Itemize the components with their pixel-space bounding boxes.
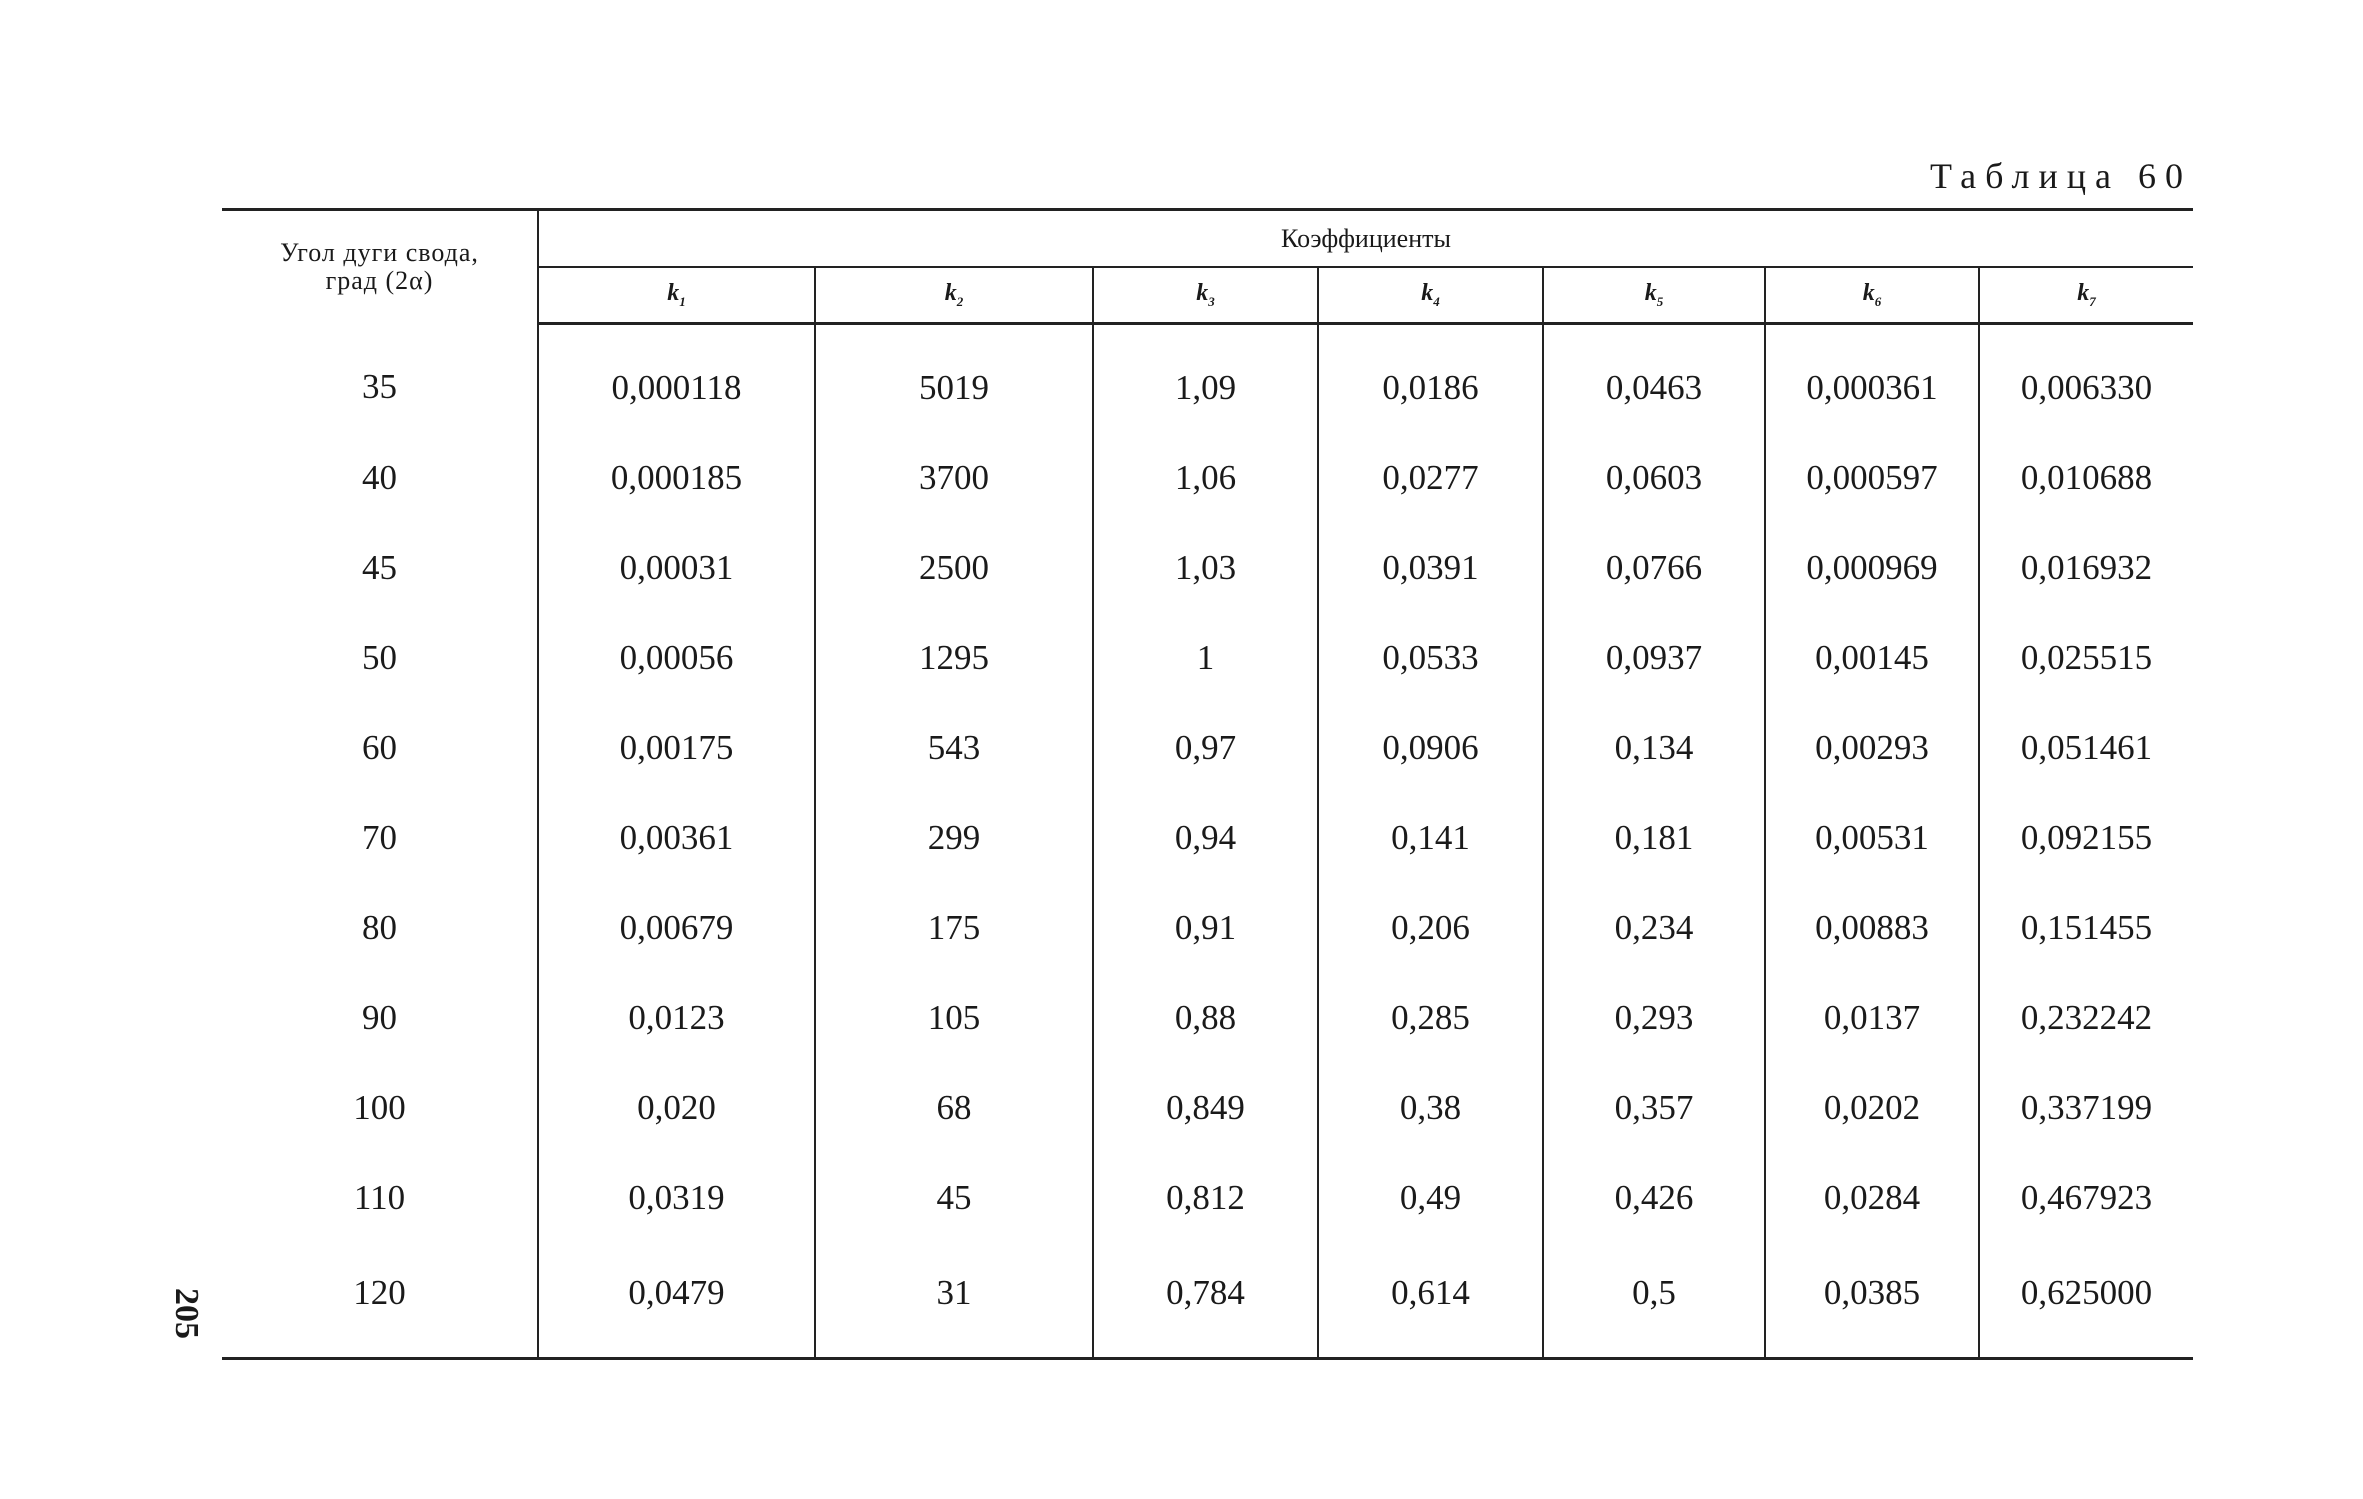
- cell-k3: 0,784: [1093, 1243, 1318, 1359]
- angle-column-header: [222, 210, 538, 324]
- k6-column-header: $k_6$: [1765, 267, 1979, 324]
- cell-k7: 0,006330: [2020, 368, 2153, 407]
- cell-k6: 0,0385: [1765, 1243, 1979, 1359]
- cell-k7: 0,467923: [2020, 1178, 2153, 1217]
- cell-k3: 1,09: [1093, 324, 1318, 434]
- cell-angle: 70: [222, 793, 538, 883]
- cell-k7: 0,016932: [2020, 548, 2153, 587]
- table-title: Таблица 60: [1930, 156, 2192, 196]
- cell-k5: 0,0766: [1543, 523, 1765, 613]
- cell-angle: 50: [222, 613, 538, 703]
- table-row: [222, 523, 2193, 613]
- cell-angle: 110: [222, 1153, 538, 1243]
- cell-k6: 0,000969: [1765, 523, 1979, 613]
- cell-k1: 0,00031: [538, 523, 815, 613]
- coefficients-table: [222, 208, 2193, 1360]
- cell-angle: 120: [222, 1243, 538, 1359]
- cell-k7: 0,010688: [2020, 458, 2153, 497]
- cell-k4: 0,614: [1318, 1243, 1543, 1359]
- cell-k7: 0,337199: [2020, 1088, 2153, 1127]
- cell-angle: 35: [222, 324, 538, 434]
- k5-column-header: $k_5$: [1543, 267, 1765, 324]
- cell-angle: 100: [222, 1063, 538, 1153]
- cell-k6: 0,000597: [1765, 433, 1979, 523]
- cell-k4: 0,0277: [1318, 433, 1543, 523]
- cell-k3: 1,03: [1093, 523, 1318, 613]
- table-row: [222, 613, 2193, 703]
- cell-k5: 0,234: [1543, 883, 1765, 973]
- cell-k1: 0,0123: [538, 973, 815, 1063]
- cell-k6: 0,0284: [1765, 1153, 1979, 1243]
- cell-k4: 0,285: [1318, 973, 1543, 1063]
- cell-k3: 1,06: [1093, 433, 1318, 523]
- cell-k4: 0,0186: [1318, 324, 1543, 434]
- cell-k5: 0,134: [1543, 703, 1765, 793]
- cell-k3: 0,88: [1093, 973, 1318, 1063]
- cell-k1: 0,0319: [538, 1153, 815, 1243]
- k4-column-header: $k_4$: [1318, 267, 1543, 324]
- cell-k7: 0,025515: [2020, 638, 2153, 677]
- cell-k7: 0,625000: [1979, 1243, 2193, 1359]
- cell-k1: 0,00175: [538, 703, 815, 793]
- cell-k1: 0,00679: [538, 883, 815, 973]
- cell-k6: 0,0137: [1765, 973, 1979, 1063]
- cell-k5: 0,426: [1543, 1153, 1765, 1243]
- k3-column-header: $k_3$: [1093, 267, 1318, 324]
- cell-k6: 0,0202: [1765, 1063, 1979, 1153]
- table-row: [222, 1153, 2193, 1243]
- cell-k2: 3700: [815, 433, 1093, 523]
- k2-column-header: $k_2$: [815, 267, 1093, 324]
- cell-k4: 0,49: [1318, 1153, 1543, 1243]
- cell-k3: 0,849: [1093, 1063, 1318, 1153]
- cell-k3: 0,97: [1093, 703, 1318, 793]
- cell-k7: 0,092155: [2020, 818, 2153, 857]
- cell-k3: 0,91: [1093, 883, 1318, 973]
- cell-k3: 0,94: [1093, 793, 1318, 883]
- cell-k7: 0,151455: [2020, 908, 2153, 947]
- cell-k7: 0,051461: [2020, 728, 2153, 767]
- cell-k4: 0,0906: [1318, 703, 1543, 793]
- cell-k2: 31: [815, 1243, 1093, 1359]
- cell-k7: 0,232242: [2020, 998, 2153, 1037]
- angle-header-line1: Угол дуги свода,: [280, 237, 479, 267]
- cell-k2: 175: [815, 883, 1093, 973]
- cell-k5: 0,357: [1543, 1063, 1765, 1153]
- cell-k2: 5019: [815, 324, 1093, 434]
- cell-k1: 0,020: [538, 1063, 815, 1153]
- cell-k6: 0,00293: [1765, 703, 1979, 793]
- table-row: [222, 883, 2193, 973]
- cell-angle: 80: [222, 883, 538, 973]
- k7-column-header: $k_7$: [1979, 267, 2193, 324]
- cell-k4: 0,141: [1318, 793, 1543, 883]
- cell-k5: 0,5: [1543, 1243, 1765, 1359]
- cell-angle: 60: [222, 703, 538, 793]
- cell-angle: 40: [222, 433, 538, 523]
- angle-header-line2: град (2α): [325, 266, 434, 296]
- table-row: [222, 793, 2193, 883]
- cell-k4: 0,0533: [1318, 613, 1543, 703]
- cell-k5: 0,0463: [1543, 324, 1765, 434]
- coefficients-group-header: Коэффициенты: [538, 210, 2193, 268]
- table-body: [222, 324, 2193, 1359]
- cell-k5: 0,293: [1543, 973, 1765, 1063]
- cell-k5: 0,181: [1543, 793, 1765, 883]
- cell-k3: 1: [1093, 613, 1318, 703]
- table-row: [222, 973, 2193, 1063]
- cell-k4: 0,38: [1318, 1063, 1543, 1153]
- page-number: 205: [168, 1288, 205, 1339]
- cell-k1: 0,00361: [538, 793, 815, 883]
- cell-k1: 0,000118: [538, 324, 815, 434]
- table-row: [222, 1243, 2193, 1359]
- cell-k1: 0,000185: [538, 433, 815, 523]
- table-row: [222, 703, 2193, 793]
- cell-k6: 0,00531: [1765, 793, 1979, 883]
- cell-k6: 0,00883: [1765, 883, 1979, 973]
- table-row: [222, 433, 2193, 523]
- cell-k5: 0,0937: [1543, 613, 1765, 703]
- cell-k4: 0,206: [1318, 883, 1543, 973]
- cell-k2: 68: [815, 1063, 1093, 1153]
- k1-column-header: $k_1$: [538, 267, 815, 324]
- cell-k2: 45: [815, 1153, 1093, 1243]
- cell-k2: 2500: [815, 523, 1093, 613]
- cell-k6: 0,000361: [1765, 324, 1979, 434]
- table-row: [222, 1063, 2193, 1153]
- table-row: [222, 324, 2193, 434]
- cell-k2: 299: [815, 793, 1093, 883]
- cell-k2: 105: [815, 973, 1093, 1063]
- cell-k1: 0,0479: [538, 1243, 815, 1359]
- cell-angle: 90: [222, 973, 538, 1063]
- cell-k6: 0,00145: [1765, 613, 1979, 703]
- cell-k4: 0,0391: [1318, 523, 1543, 613]
- cell-k2: 1295: [815, 613, 1093, 703]
- cell-angle: 45: [222, 523, 538, 613]
- cell-k2: 543: [815, 703, 1093, 793]
- cell-k3: 0,812: [1093, 1153, 1318, 1243]
- cell-k1: 0,00056: [538, 613, 815, 703]
- cell-k5: 0,0603: [1543, 433, 1765, 523]
